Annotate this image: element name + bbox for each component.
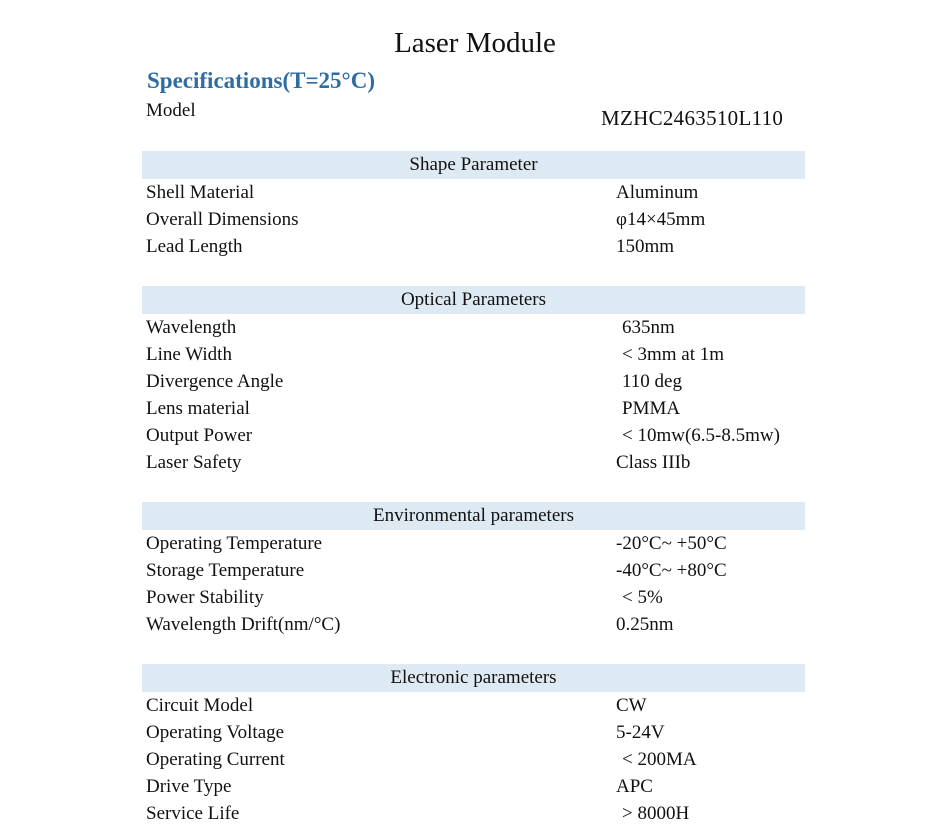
spec-value: 635nm	[622, 317, 675, 338]
spec-row	[146, 692, 806, 719]
spec-row	[146, 341, 806, 368]
specifications-heading: Specifications(T=25°C)	[147, 68, 376, 93]
spec-value: 150mm	[616, 236, 675, 257]
spec-label: Wavelength Drift(nm/°C)	[146, 614, 341, 635]
spec-row	[146, 800, 806, 827]
model-label: Model	[146, 100, 196, 121]
spec-row	[146, 584, 806, 611]
spec-value: -20°C~ +50°C	[616, 533, 727, 554]
spec-value: CW	[616, 695, 647, 716]
spec-row	[146, 611, 806, 638]
spec-label: Operating Voltage	[146, 722, 285, 743]
spec-label: Divergence Angle	[146, 371, 284, 392]
spec-value: < 3mm at 1m	[622, 344, 725, 365]
spec-label: Line Width	[146, 344, 232, 365]
section-header-electronic: Electronic parameters	[142, 664, 805, 692]
spec-value: 110 deg	[622, 371, 682, 392]
spec-row	[146, 557, 806, 584]
spec-label: Lead Length	[146, 236, 243, 257]
spec-label: Shell Material	[146, 182, 255, 203]
spec-row	[146, 233, 806, 260]
spec-row	[146, 179, 806, 206]
spec-value: < 200MA	[622, 749, 697, 770]
spec-row	[146, 773, 806, 800]
spec-row	[146, 395, 806, 422]
spec-row	[146, 314, 806, 341]
spec-row	[146, 422, 806, 449]
spec-label: Drive Type	[146, 776, 232, 797]
spec-row	[146, 368, 806, 395]
spec-value: APC	[616, 776, 653, 797]
spec-label: Storage Temperature	[146, 560, 305, 581]
section-header-shape: Shape Parameter	[142, 151, 805, 179]
spec-label: Output Power	[146, 425, 253, 446]
spec-value: 5-24V	[616, 722, 665, 743]
spec-value: φ14×45mm	[616, 209, 706, 230]
spec-label: Overall Dimensions	[146, 209, 299, 230]
spec-row	[146, 206, 806, 233]
section-header-environmental: Environmental parameters	[142, 502, 805, 530]
spec-row	[146, 530, 806, 557]
spec-label: Lens material	[146, 398, 250, 419]
spec-row	[146, 746, 806, 773]
spec-value: < 5%	[622, 587, 663, 608]
model-value: MZHC2463510L110	[601, 106, 784, 130]
spec-value: 0.25nm	[616, 614, 674, 635]
spec-label: Service Life	[146, 803, 240, 824]
spec-row	[146, 719, 806, 746]
page-title: Laser Module	[394, 27, 556, 59]
spec-label: Circuit Model	[146, 695, 254, 716]
spec-value: Class IIIb	[616, 452, 691, 473]
spec-label: Operating Temperature	[146, 533, 323, 554]
spec-value: Aluminum	[616, 182, 699, 203]
spec-label: Power Stability	[146, 587, 264, 608]
spec-value: PMMA	[622, 398, 681, 419]
spec-value: < 10mw(6.5-8.5mw)	[622, 425, 780, 446]
spec-label: Wavelength	[146, 317, 237, 338]
section-header-optical: Optical Parameters	[142, 286, 805, 314]
spec-value: -40°C~ +80°C	[616, 560, 727, 581]
spec-label: Operating Current	[146, 749, 285, 770]
spec-value: > 8000H	[622, 803, 690, 824]
spec-row	[146, 449, 806, 476]
spec-label: Laser Safety	[146, 452, 242, 473]
